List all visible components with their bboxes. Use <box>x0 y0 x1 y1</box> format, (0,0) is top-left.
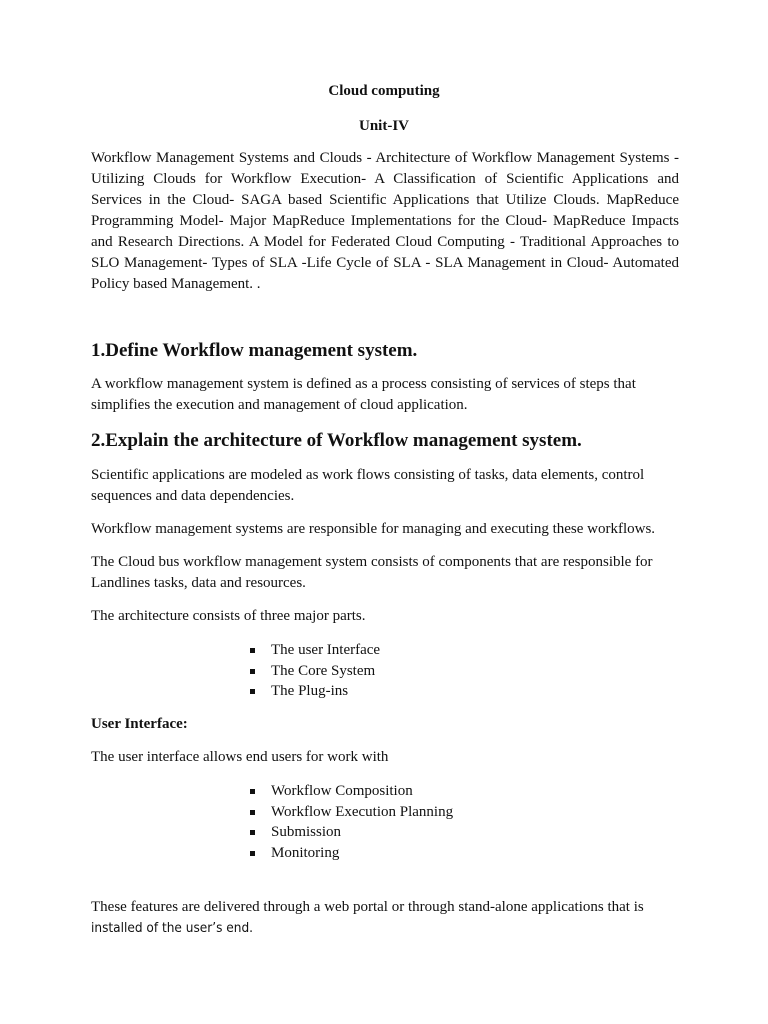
question-2-heading: 2.Explain the architecture of Workflow management system. <box>91 430 582 451</box>
list-item-text: Submission <box>271 824 342 840</box>
user-interface-heading: User Interface: <box>91 716 188 732</box>
user-interface-intro: The user interface allows end users for work with <box>91 749 389 765</box>
list-item-text: Workflow Execution Planning <box>271 803 454 820</box>
bullet-square-icon <box>250 789 255 794</box>
list-item <box>248 843 453 864</box>
architecture-parts-list <box>248 640 380 702</box>
list-item <box>248 781 453 802</box>
list-item <box>248 802 453 823</box>
list-item-text: The user Interface <box>271 642 381 658</box>
list-item-text: The Plug-ins <box>271 683 349 699</box>
closing-line-1: These features are delivered through a web portal or through stand-alone applications that is <box>91 899 644 915</box>
closing-paragraph <box>91 897 679 939</box>
bullet-square-icon <box>250 648 255 653</box>
question-2-paragraph-1: Scientific applications are modeled as work flows consisting of tasks, data elements, control sequences and data dependencies. <box>91 467 645 504</box>
list-item <box>248 640 380 661</box>
list-item-text: The Core System <box>271 662 376 679</box>
unit-title: Unit-IV <box>358 118 409 134</box>
question-1-answer: A workflow management system is defined as a process consisting of services of steps that simplifies the execution and management of cloud application. <box>91 376 636 413</box>
question-1-heading: 1.Define Workflow management system. <box>91 340 418 361</box>
question-2-paragraph-4: The architecture consists of three major parts. <box>91 608 366 624</box>
document-title: Cloud computing <box>328 83 440 99</box>
bullet-square-icon <box>250 689 255 694</box>
list-item-text: Workflow Composition <box>271 783 413 799</box>
list-item <box>248 822 453 843</box>
bullet-square-icon <box>250 851 255 856</box>
syllabus-paragraph: Workflow Management Systems and Clouds - Architecture of Workflow Management Systems - Utilizing Clouds for Workflow Execution- A Classification of Scientific Applications and Services in the Cloud- SAGA based Scientific Applications that Utilize Clouds. MapReduce Programming Model- Major MapReduce Implementations for the Cloud- MapReduce Impacts and Research Directions. A Model for Federated Cloud Computing - Traditional Approaches to SLO Management- Types of SLA -Life Cycle of SLA - SLA Management in Cloud- Automated Policy based Management. . <box>91 150 679 292</box>
closing-line-2: installed of the user’s end. <box>91 920 254 936</box>
bullet-square-icon <box>250 830 255 835</box>
bullet-square-icon <box>250 810 255 815</box>
bullet-square-icon <box>250 669 255 674</box>
list-item-text: Monitoring <box>271 844 340 861</box>
list-item <box>248 661 380 682</box>
user-interface-features-list <box>248 781 453 863</box>
question-2-paragraph-2: Workflow management systems are responsible for managing and executing these workflows. <box>91 521 656 537</box>
list-item <box>248 681 380 702</box>
question-2-paragraph-3: The Cloud bus workflow management system consists of components that are responsible for Landlines tasks, data and resources. <box>91 554 653 591</box>
